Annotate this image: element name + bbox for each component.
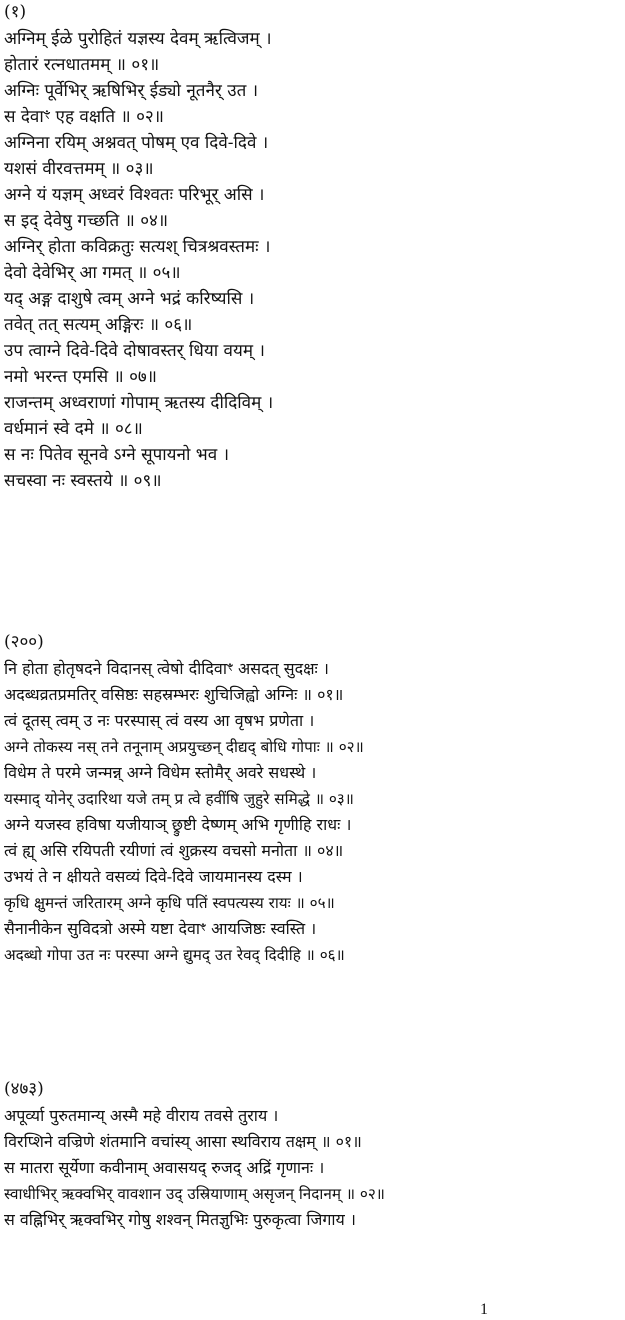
verse-line: स नः पितेव सूनवे ऽग्ने सूपायनो भव । [4, 445, 230, 465]
hymn-section-3 [4, 1079, 621, 1233]
hymn-number: (४७३) [4, 1079, 44, 1099]
verse-line: सचस्वा नः स्वस्तये ॥ ०९॥ [4, 471, 162, 491]
hymn-section-1 [4, 2, 621, 494]
verse-line: स देवाꣳ एह वक्षति ॥ ०२॥ [4, 107, 164, 127]
verse-line: स्वाधीभिर् ऋक्वभिर् वावशान उद् उस्रियाणाम् असृजन् निदानम् ॥ ०२॥ [4, 1185, 385, 1203]
page-number: 1 [480, 1301, 488, 1318]
verse-line: अग्निना रयिम् अश्नवत् पोषम् एव दिवे-दिवे । [4, 133, 269, 153]
verse-line: अग्ने यं यज्ञम् अध्वरं विश्वतः परिभूर् असि । [4, 185, 265, 205]
verse-line: उप त्वाग्ने दिवे-दिवे दोषावस्तर् धिया वयम् । [4, 341, 265, 361]
verse-line: यशसं वीरवत्तमम् ॥ ०३॥ [4, 159, 154, 179]
verse-line: वर्धमानं स्वे दमे ॥ ०८॥ [4, 419, 143, 439]
verse-line: त्वं ह्य् असि रयिपती रयीणां त्वं शुक्रस्य वचसो मनोता ॥ ०४॥ [4, 841, 344, 860]
verse-line: अदब्धो गोपा उत नः परस्पा अग्ने द्युमद् उत रेवद् दिदीहि ॥ ०६॥ [4, 946, 345, 964]
verse-line: स मातरा सूर्येणा कवीनाम् अवासयद् रुजद् अद्रिं गृणानः । [4, 1158, 325, 1177]
verse-line: तवेत् तत् सत्यम् अङ्गिरः ॥ ०६॥ [4, 315, 193, 335]
verse-line: नमो भरन्त एमसि ॥ ०७॥ [4, 367, 157, 387]
verse-line: विधेम ते परमे जन्मन्न् अग्ने विधेम स्तोमैर् अवरे सधस्थे । [4, 763, 317, 782]
verse-line: अपूर्व्या पुरुतमान्य् अस्मै महे वीराय तवसे तुराय । [4, 1106, 279, 1125]
verse-line: अग्ने तोकस्य नस् तने तनूनाम् अप्रयुच्छन् दीद्यद् बोधि गोपाः ॥ ०२॥ [4, 738, 364, 756]
verse-line: नि होता होतृषदने विदानस् त्वेषो दीदिवाꣳ असदत् सुदक्षः । [4, 659, 329, 678]
hymn-number: (२००) [4, 632, 44, 652]
verse-line: यद् अङ्ग दाशुषे त्वम् अग्ने भद्रं करिष्यसि । [4, 289, 255, 309]
verse-line: विरप्शिने वज्रिणे शंतमानि वचांस्य् आसा स्थविराय तक्षम् ॥ ०१॥ [4, 1132, 362, 1151]
verse-line: त्वं दूतस् त्वम् उ नः परस्पास् त्वं वस्य आ वृषभ प्रणेता । [4, 711, 315, 730]
verse-line: अग्निम् ईळे पुरोहितं यज्ञस्य देवम् ऋत्विजम् । [4, 29, 272, 49]
verse-line: होतारं रत्नधातमम् ॥ ०१॥ [4, 55, 160, 75]
verse-line: सैनानीकेन सुविदत्रो अस्मे यष्टा देवाꣳ आयजिष्ठः स्वस्ति । [4, 919, 317, 938]
verse-line: अदब्धव्रतप्रमतिर् वसिष्ठः सहस्रम्भरः शुचिजिह्वो अग्निः ॥ ०१॥ [4, 685, 344, 704]
verse-line: स इद् देवेषु गच्छति ॥ ०४॥ [4, 211, 169, 231]
hymn-section-2 [4, 632, 621, 968]
verse-line: उभयं ते न क्षीयते वसव्यं दिवे-दिवे जायमानस्य दस्म । [4, 867, 303, 886]
verse-line: राजन्तम् अध्वराणां गोपाम् ऋतस्य दीदिविम् । [4, 393, 274, 413]
verse-line: अग्ने यजस्व हविषा यजीयाञ् छ्रुष्टी देष्णम् अभि गृणीहि राधः । [4, 815, 352, 834]
hymn-number: (१) [4, 2, 27, 22]
verse-line: देवो देवेभिर् आ गमत् ॥ ०५॥ [4, 263, 181, 283]
verse-line: अग्निः पूर्वेभिर् ऋषिभिर् ईड्यो नूतनैर् उत । [4, 81, 259, 101]
verse-line: अग्निर् होता कविक्रतुः सत्यश् चित्रश्रवस्तमः । [4, 237, 271, 257]
verse-line: कृधि क्षुमन्तं जरितारम् अग्ने कृधि पतिं स्वपत्यस्य रायः ॥ ०५॥ [4, 894, 335, 912]
verse-line: यस्माद् योनेर् उदारिथा यजे तम् प्र त्वे हवींषि जुहुरे समिद्धे ॥ ०३॥ [4, 790, 354, 808]
verse-line: स वह्निभिर् ऋक्वभिर् गोषु शश्वन् मितज्ञुभिः पुरुकृत्वा जिगाय । [4, 1210, 356, 1229]
